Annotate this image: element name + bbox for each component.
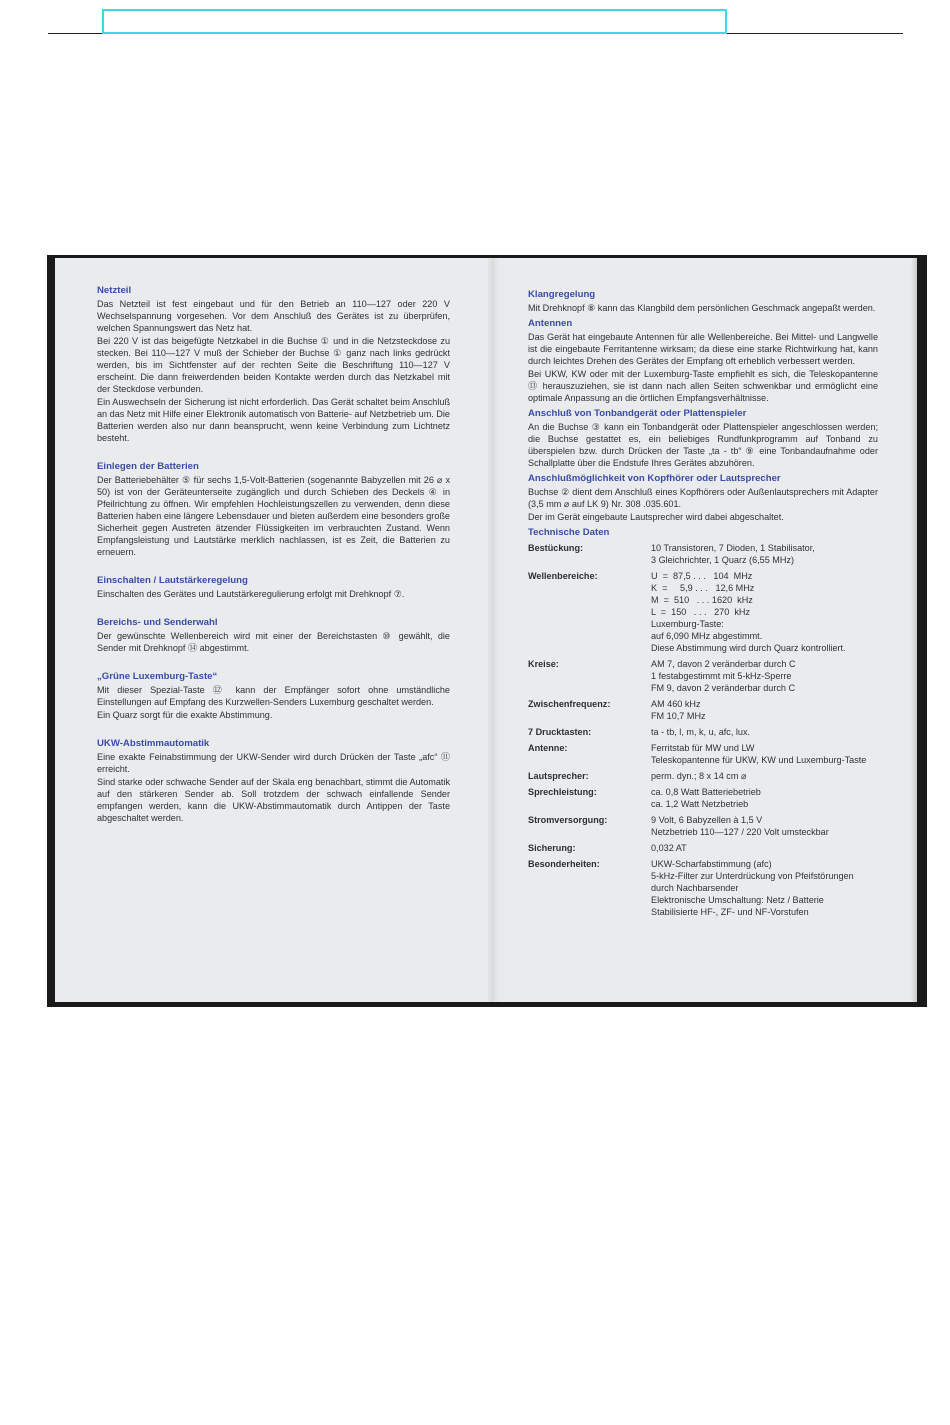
section-netzteil bbox=[97, 284, 450, 444]
section-paragraph: Mit dieser Spezial-Taste ⑫ kann der Empfänger sofort ohne umständliche Einstellungen auf Empfang des Kurzwellen-Senders Luxemburg geschaltet werden. bbox=[97, 685, 450, 707]
spec-label: 7 Drucktasten: bbox=[528, 727, 592, 737]
section-heading: Bereichs- und Senderwahl bbox=[97, 617, 218, 628]
section-paragraph: Der gewünschte Wellenbereich wird mit einer der Bereichstasten ⑩ gewählt, die Sender mit Drehknopf ⑭ abgestimmt. bbox=[97, 631, 450, 653]
spec-label: Wellenbereiche: bbox=[528, 571, 598, 581]
scanned-manual-spread bbox=[47, 255, 927, 1007]
spec-value-line: U = 87,5 . . . 104 MHz bbox=[651, 571, 753, 581]
section-anschluß-von-tonbandgerät-oder-plattenspieler bbox=[528, 407, 878, 469]
spec-value-line: Luxemburg-Taste: bbox=[651, 619, 724, 629]
spec-value-line: ta - tb, l, m, k, u, afc, lux. bbox=[651, 727, 751, 737]
spec-value-line: ca. 1,2 Watt Netzbetrieb bbox=[651, 799, 749, 809]
spec-value-line: Netzbetrieb 110—127 / 220 Volt umsteckbar bbox=[651, 827, 829, 837]
spec-value-line: ca. 0,8 Watt Batteriebetrieb bbox=[651, 787, 761, 797]
spec-value bbox=[651, 842, 878, 854]
spec-value-line: perm. dyn.; 8 x 14 cm ⌀ bbox=[651, 771, 747, 781]
section-paragraph: Der im Gerät eingebaute Lautsprecher wird dabei abgeschaltet. bbox=[528, 512, 784, 522]
right-page-column bbox=[528, 288, 878, 918]
section-einlegen-der-batterien bbox=[97, 460, 450, 558]
section-bereichs-und-senderwahl bbox=[97, 616, 450, 654]
spec-value bbox=[651, 658, 878, 694]
spec-value-line: AM 460 kHz bbox=[651, 699, 701, 709]
spec-value-line: AM 7, davon 2 veränderbar durch C bbox=[651, 659, 796, 669]
spec-value bbox=[651, 858, 878, 918]
section-paragraph: Der Batteriebehälter ⑤ für sechs 1,5-Volt-Batterien (sogenannte Babyzellen mit 26 ⌀ x 50) ist von der Geräteunterseite zugänglich und durch Schieben des Deckels ④ in Pfeilrichtung zu öffnen. Wir empfehlen Hochleistungszellen zu verwenden, denn diese Batterien haben eine längere Lebensdauer und bieten außerdem eine besonders große Sicherheit gegen Austreten ätzender Flüssigkeiten im verbrauchten Zustand. Wenn Empfangsleistung und Lautstärke merklich nachlassen, ist es Zeit, die Batterien zu erneuern. bbox=[97, 475, 450, 557]
section-klangregelung bbox=[528, 288, 878, 314]
section-paragraph: Eine exakte Feinabstimmung der UKW-Sender wird durch Drücken der Taste „afc“ ⑪ erreicht. bbox=[97, 752, 450, 774]
spec-label: Sicherung: bbox=[528, 843, 576, 853]
spec-label: Antenne: bbox=[528, 743, 568, 753]
section-heading: Einschalten / Lautstärkeregelung bbox=[97, 575, 248, 586]
page-edge bbox=[911, 258, 917, 1002]
section-heading: Anschluß von Tonbandgerät oder Plattenspieler bbox=[528, 408, 747, 419]
section-ukw-abstimmautomatik bbox=[97, 737, 450, 824]
section-paragraph: Sind starke oder schwache Sender auf der Skala eng benachbart, stimmt die Automatik auf den stärkeren Sender ab. Soll trotzdem der schwach einfallende Sender empfangen werden, kann die UKW-Abstimmautomatik durch Antippen der Taste abgeschaltet werden. bbox=[97, 777, 450, 823]
spec-value bbox=[651, 814, 878, 838]
spec-value bbox=[651, 542, 878, 566]
page-fold bbox=[488, 258, 500, 1002]
technical-data-table bbox=[528, 542, 878, 918]
spec-value-line: FM 9, davon 2 veränderbar durch C bbox=[651, 683, 796, 693]
section-heading: Anschlußmöglichkeit von Kopfhörer oder Lautsprecher bbox=[528, 473, 781, 484]
spec-value-line: L = 150 . . . 270 kHz bbox=[651, 607, 750, 617]
spec-value-line: 0,032 AT bbox=[651, 843, 687, 853]
spec-label: Sprechleistung: bbox=[528, 787, 597, 797]
technical-data-heading: Technische Daten bbox=[528, 527, 610, 538]
section-paragraph: An die Buchse ③ kann ein Tonbandgerät oder Plattenspieler angeschlossen werden; die Buchse gestattet es, ein beliebiges Rundfunkprogramm auf Tonband zu überspielen bzw. durch Drücken der Taste „ta - tb“ ⑨ eine Tonbandaufnahme oder Schallplatte über die Endstufe Ihres Gerätes abzuhören. bbox=[528, 422, 878, 468]
spec-label: Stromversorgung: bbox=[528, 815, 608, 825]
section-paragraph: Bei UKW, KW oder mit der Luxemburg-Taste empfiehlt es sich, die Teleskopantenne ⑬ herauszuziehen, sie ist dann nach allen Seiten schwenkbar und ermöglicht eine optimale Anpassung an die örtlichen Empfangsverhältnisse. bbox=[528, 369, 878, 403]
spec-value bbox=[651, 742, 878, 766]
manual-pages bbox=[55, 258, 917, 1002]
spec-value-line: FM 10,7 MHz bbox=[651, 711, 706, 721]
spec-value-line: 1 festabgestimmt mit 5-kHz-Sperre bbox=[651, 671, 792, 681]
section-heading: Klangregelung bbox=[528, 289, 596, 300]
spec-label: Zwischenfrequenz: bbox=[528, 699, 611, 709]
spec-value-line: Diese Abstimmung wird durch Quarz kontrolliert. bbox=[651, 643, 846, 653]
section-grüne-luxemburg-taste bbox=[97, 670, 450, 721]
spec-value bbox=[651, 698, 878, 722]
section-heading: „Grüne Luxemburg-Taste“ bbox=[97, 671, 218, 682]
spec-value-line: Elektronische Umschaltung: Netz / Batterie bbox=[651, 895, 824, 905]
spec-value-line: Stabilisierte HF-, ZF- und NF-Vorstufen bbox=[651, 907, 809, 917]
spec-label: Kreise: bbox=[528, 659, 559, 669]
spec-value-line: Teleskopantenne für UKW, KW und Luxemburg-Taste bbox=[651, 755, 867, 765]
spec-value-line: auf 6,090 MHz abgestimmt. bbox=[651, 631, 763, 641]
spec-value-line: 3 Gleichrichter, 1 Quarz (6,55 MHz) bbox=[651, 555, 795, 565]
spec-value bbox=[651, 786, 878, 810]
section-paragraph: Buchse ② dient dem Anschluß eines Kopfhörers oder Außenlautsprechers mit Adapter (3,5 mm ⌀ auf LK 9) Nr. 308 .035.601. bbox=[528, 487, 878, 509]
section-paragraph: Bei 220 V ist das beigefügte Netzkabel in die Buchse ① und in die Netzsteckdose zu stecken. Bei 110—127 V muß der Schieber der Buchse ① ganz nach links gedrückt werden, bis im Sichtfenster auf der rechten Seite die Beschriftung 110—127 V erscheint. Die dann freiwerdenden beiden Kontakte werden durch das Netzkabel mit der Steckdose verbunden. bbox=[97, 336, 450, 394]
spec-value bbox=[651, 770, 878, 782]
spec-value-line: 5-kHz-Filter zur Unterdrückung von Pfeifstörungen durch Nachbarsender bbox=[651, 871, 857, 893]
section-heading: Netzteil bbox=[97, 285, 132, 296]
section-antennen bbox=[528, 317, 878, 404]
spec-value-line: K = 5,9 . . . 12,6 MHz bbox=[651, 583, 755, 593]
spec-value bbox=[651, 726, 878, 738]
section-paragraph: Ein Auswechseln der Sicherung ist nicht erforderlich. Das Gerät schaltet beim Anschluß an das Netz mit Hilfe einer Elektronik automatisch von Batterie- auf Netzbetrieb um. Die Batterien werden also nur dann beansprucht, wenn keine Verbindung zum Lichtnetz besteht. bbox=[97, 397, 450, 443]
spec-value-line: M = 510 . . . 1620 kHz bbox=[651, 595, 753, 605]
spec-value-line: UKW-Scharfabstimmung (afc) bbox=[651, 859, 772, 869]
spec-label: Lautsprecher: bbox=[528, 771, 589, 781]
section-heading: UKW-Abstimmautomatik bbox=[97, 738, 210, 749]
section-paragraph: Das Netzteil ist fest eingebaut und für den Betrieb an 110—127 oder 220 V Wechselspannung vorgesehen. Vor dem Anschluß des Gerätes ist zu überprüfen, welchen Spannungswert das Netz hat. bbox=[97, 299, 450, 333]
section-einschalten-lautstärkeregelung bbox=[97, 574, 450, 600]
title-box bbox=[102, 9, 727, 34]
section-anschlußmöglichkeit-von-kopfhörer-oder-lautsprecher bbox=[528, 472, 878, 523]
section-paragraph: Das Gerät hat eingebaute Antennen für alle Wellenbereiche. Bei Mittel- und Langwelle ist die eingebaute Ferritantenne wirksam; da diese eine starke Richtwirkung hat, kann durch leichtes Drehen des Gerätes der Empfang oft erheblich verbessert werden. bbox=[528, 332, 878, 366]
left-page-column bbox=[97, 284, 450, 840]
spec-label: Besonderheiten: bbox=[528, 859, 600, 869]
spec-label: Bestückung: bbox=[528, 543, 584, 553]
spec-value-line: 10 Transistoren, 7 Dioden, 1 Stabilisator, bbox=[651, 543, 815, 553]
spec-value-line: 9 Volt, 6 Babyzellen à 1,5 V bbox=[651, 815, 763, 825]
section-paragraph: Mit Drehknopf ⑧ kann das Klangbild dem persönlichen Geschmack angepaßt werden. bbox=[528, 303, 876, 313]
spec-value bbox=[651, 570, 878, 654]
section-heading: Antennen bbox=[528, 318, 573, 329]
section-paragraph: Ein Quarz sorgt für die exakte Abstimmung. bbox=[97, 710, 273, 720]
spec-value-line: Ferritstab für MW und LW bbox=[651, 743, 755, 753]
section-paragraph: Einschalten des Gerätes und Lautstärkeregulierung erfolgt mit Drehknopf ⑦. bbox=[97, 589, 405, 599]
section-heading: Einlegen der Batterien bbox=[97, 461, 199, 472]
